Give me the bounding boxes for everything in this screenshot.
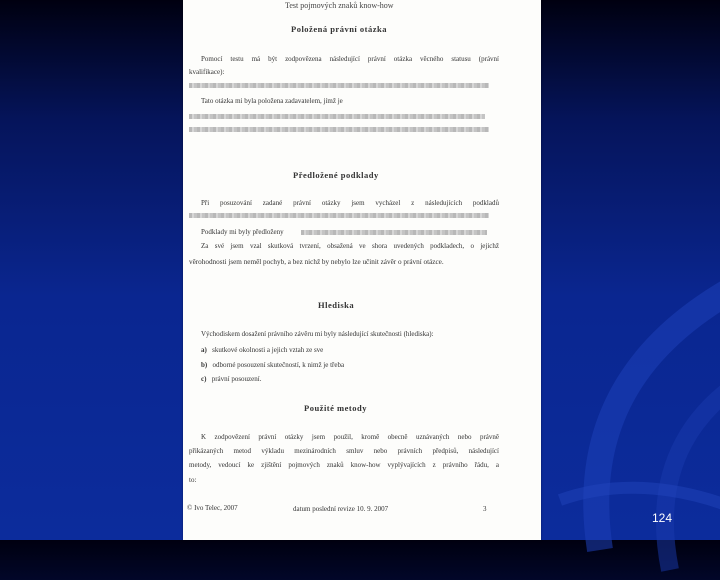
section3-intro: Východiskem dosažení právního závěru mi byly následující skutečnosti (hlediska):	[201, 330, 434, 338]
list-item	[201, 361, 344, 369]
background-swoosh-decoration	[520, 250, 720, 580]
section2-paragraph-line: věrohodnosti jsem neměl pochyb, a bez nichž by nebylo lze učinit závěr o právní otázce.	[189, 258, 444, 266]
section4-paragraph-line: K zodpovězení právní otázky jsem použil, kromě obecně uznávaných nebo právně	[201, 433, 499, 441]
blank-fill-line	[189, 114, 485, 119]
list-item-text: právní posouzení.	[211, 375, 262, 383]
list-item-label: c)	[201, 375, 207, 383]
section1-paragraph-line: kvalifikace):	[189, 68, 225, 76]
section-title-methods: Použité metody	[304, 403, 367, 413]
list-item-label: b)	[201, 361, 208, 369]
slide-number: 124	[652, 511, 673, 525]
section-title-legal-question: Položená právní otázka	[291, 24, 387, 34]
blank-fill-line	[301, 230, 487, 235]
section1-paragraph-line: Pomocí testu má být zodpovězena následující právní otázka věcného statusu (právní	[201, 55, 499, 63]
section2-paragraph-line: Podklady mi byly předloženy	[201, 228, 284, 236]
section-title-submitted-documents: Předložené podklady	[293, 170, 379, 180]
footer-page-number: 3	[483, 505, 487, 513]
blank-fill-line	[189, 213, 489, 218]
blank-fill-line	[189, 127, 489, 132]
document-header: Test pojmových znaků know-how	[285, 1, 394, 10]
section-title-criteria: Hlediska	[318, 300, 355, 310]
section1-assigner-line: Tato otázka mi byla položena zadavatelem, jímž je	[201, 97, 343, 105]
section4-paragraph-line: to:	[189, 476, 197, 484]
footer-copyright: © Ivo Telec, 2007	[187, 504, 238, 512]
list-item-text: skutkové okolnosti a jejich vztah ze sve	[212, 346, 324, 354]
list-item	[201, 375, 261, 383]
list-item-label: a)	[201, 346, 207, 354]
list-item	[201, 346, 323, 354]
section4-paragraph-line: přikázaných metod výkladu mezinárodních smluv nebo právních předpisů, následující	[189, 447, 499, 455]
section4-paragraph-line: metody, vedoucí ke zjištění pojmových znaků know-how vyplývajících z právního řádu, a	[189, 461, 499, 469]
list-item-text: odborné posouzení skutečností, k nimž je třeba	[212, 361, 345, 369]
scanned-document-page	[183, 0, 541, 540]
blank-fill-line	[189, 83, 489, 88]
footer-revision-date: datum poslední revize 10. 9. 2007	[293, 505, 389, 513]
section2-paragraph-line: Při posuzování zadané právní otázky jsem vycházel z následujících podkladů	[201, 199, 499, 207]
section2-paragraph-line: Za své jsem vzal skutková tvrzení, obsažená ve shora uvedených podkladech, o jejichž	[201, 242, 499, 250]
